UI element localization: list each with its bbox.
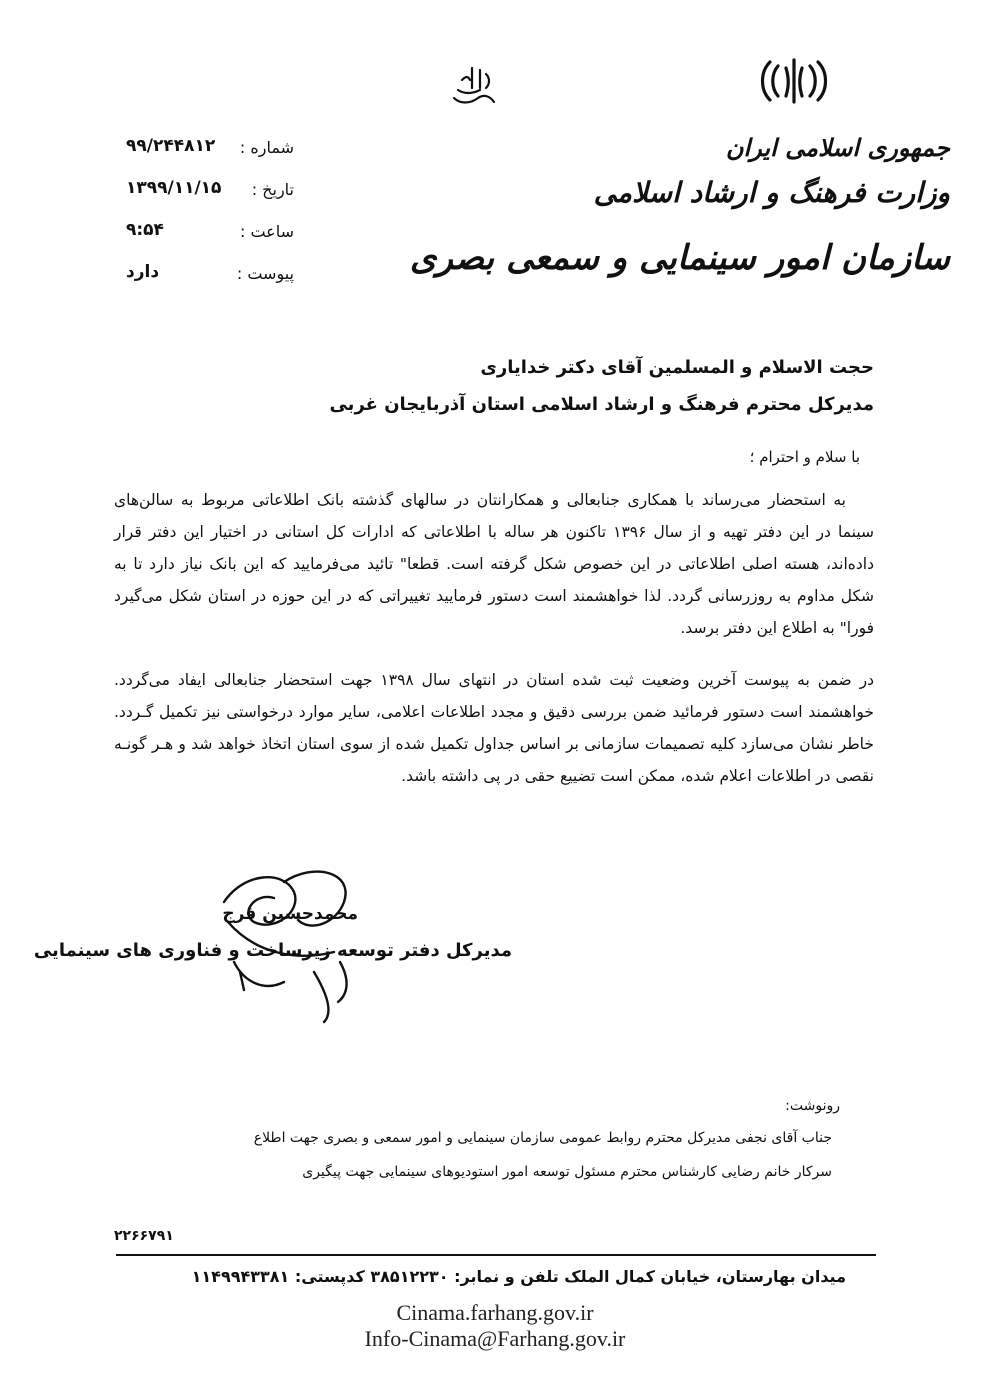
body-paragraph-1: به استحضار می‌رساند با همکاری جنابعالی و همکارانتان در سالهای گذشته بانک اطلاعاتی مربوط به سالن‌های سینما در این دفتر تهیه و از سال ۱۳۹۶ تاکنون هر ساله با اطلاعاتی که ادارات کل استانی در اختیار این دفتر قرار داده‌اند، هسته اصلی اطلاعاتی در این خصوص شکل گرفته است. قطعا" تائید می‌فرمایید که این بانک نیاز دارد تا به شکل مداوم به روزرسانی گردد. لذا خواهشمند است دستور فرمایید تغییراتی که در این حوزه در استان شکل می‌گیرد فورا" به اطلاع این دفتر برسد. xyxy=(114,491,875,637)
cc-item: جناب آقای نجفی مدیرکل محترم روابط عمومی سازمان سینمایی و امور سمعی و بصری جهت اطلاع xyxy=(253,1130,832,1146)
iran-emblem-icon xyxy=(756,56,832,106)
meta-attachment-label: پیوست : xyxy=(236,264,294,283)
meta-date-label: تاریخ : xyxy=(251,180,294,199)
signatory-name: محمدحسین فرج xyxy=(222,904,358,924)
meta-number-label: شماره : xyxy=(239,138,294,157)
meta-date-row xyxy=(116,174,306,216)
footer-address: میدان بهارستان، خیابان کمال الملک تلفن و نمابر: ۳۸۵۱۲۲۳۰ کدپستی: ۱۱۴۹۹۴۳۳۸۱ xyxy=(191,1267,846,1286)
bismillah-calligraphy xyxy=(448,64,500,108)
meta-time-value: ۹:۵۴ xyxy=(126,220,164,240)
footer-divider xyxy=(116,1254,876,1256)
footer-website: Cinama.farhang.gov.ir xyxy=(396,1300,594,1325)
body-paragraph-2: در ضمن به پیوست آخرین وضعیت ثبت شده استان در انتهای سال ۱۳۹۸ جهت استحضار جنابعالی ایفاد می‌گردد. خواهشمند است دستور فرمائید ضمن بررسی دقیق و مجدد اطلاعات اعلامی، سایر موارد درخواستی نیز تکمیل گـردد. خاطر نشان می‌سازد کلیه تصمیمات سازمانی بر اساس جداول تکمیل شده از سوی استان اتخاذ خواهد شد و هـر گونـه نقصی در اطلاعات اعلام شده، ممکن است تضییع حقی در پی داشته باشد. xyxy=(114,671,874,785)
footer-email: Info-Cinama@Farhang.gov.ir xyxy=(364,1326,626,1351)
addressee-line2: مدیرکل محترم فرهنگ و ارشاد اسلامی استان آذربایجان غربی xyxy=(329,394,874,415)
cc-label: رونوشت: xyxy=(785,1098,840,1114)
meta-number-value: ۹۹/۲۴۴۸۱۲ xyxy=(126,136,216,156)
org-line-organization: سازمان امور سینمایی و سمعی بصری xyxy=(409,238,950,278)
meta-time-label: ساعت : xyxy=(239,222,294,241)
letter-meta xyxy=(116,132,306,300)
cc-item: سرکار خانم رضایی کارشناس محترم مسئول توسعه امور استودیوهای سینمایی جهت پیگیری xyxy=(302,1164,832,1180)
org-line-republic: جمهوری اسلامی ایران xyxy=(725,133,950,162)
greeting: با سلام و احترام ؛ xyxy=(749,448,860,466)
meta-number-row xyxy=(116,132,306,174)
org-line-ministry: وزارت فرهنگ و ارشاد اسلامی xyxy=(593,176,950,209)
meta-date-value: ۱۳۹۹/۱۱/۱۵ xyxy=(126,178,222,198)
meta-attachment-row xyxy=(116,258,306,300)
meta-attachment-value: دارد xyxy=(126,262,160,282)
signatory-title: مدیرکل دفتر توسعه زیرساخت و فناوری های سینمایی xyxy=(33,940,512,961)
addressee-line1: حجت الاسلام و المسلمین آقای دکتر خدایاری xyxy=(480,357,874,378)
meta-time-row xyxy=(116,216,306,258)
document-code: ۲۲۶۶۷۹۱ xyxy=(114,1228,174,1244)
